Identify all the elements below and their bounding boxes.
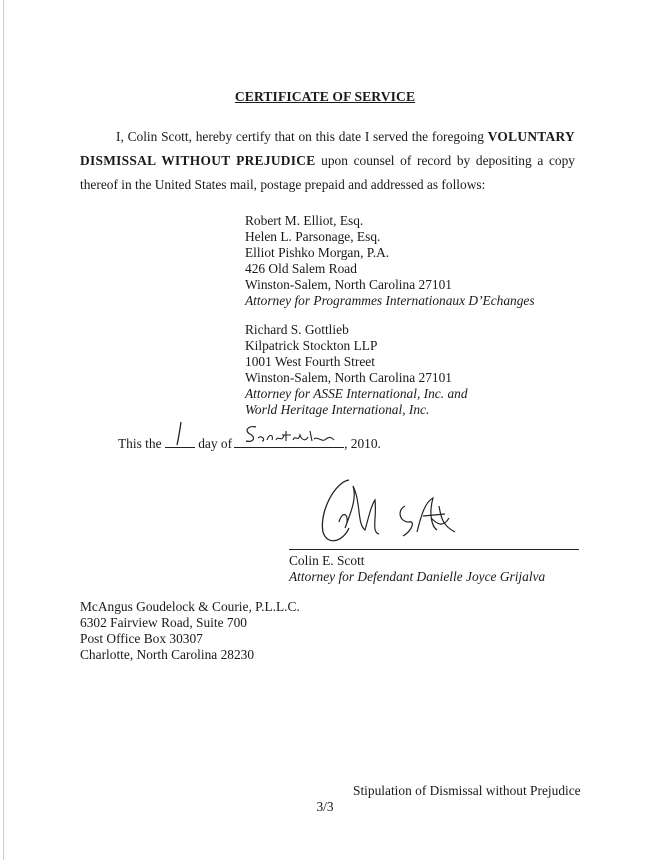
handwritten-month [234,421,344,447]
page-number: 3/3 [316,799,334,814]
recipient-address-2 [245,322,468,418]
address-line: 1001 West Fourth Street [245,354,375,369]
recipient-role: Attorney for ASSE International, Inc. and [245,386,468,401]
address-line: Richard S. Gottlieb [245,322,349,337]
date-suffix: , 2010. [344,436,381,451]
certification-rest: upon counsel of record by depositing a copy thereof in the United States mail, postage prepaid and addressed as follows: [80,153,576,192]
firm-line: 6302 Fairview Road, Suite 700 [80,615,247,630]
certification-paragraph [80,125,575,197]
address-line: Elliot Pishko Morgan, P.A. [245,245,390,260]
address-line: Winston-Salem, North Carolina 27101 [245,277,452,292]
date-line [118,433,381,452]
page-edge [3,0,4,860]
month-blank [234,433,344,448]
date-middle: day of [198,436,233,451]
address-line: Robert M. Elliot, Esq. [245,213,364,228]
firm-line: Charlotte, North Carolina 28230 [80,647,255,662]
handwritten-day [165,421,195,447]
certification-intro: I, Colin Scott, hereby certify that on this date I served the foregoing [116,129,484,144]
day-blank [165,433,195,448]
firm-line: Post Office Box 30307 [80,631,203,646]
document-footer: Stipulation of Dismissal without Prejudice [353,783,581,798]
signature-block [289,553,545,585]
signer-name: Colin E. Scott [289,553,365,568]
date-prefix: This the [118,436,162,451]
signature-line [289,549,579,550]
document-name: VOLUNTARY DISMISSAL WITHOUT PREJUDICE [80,129,575,168]
address-line: Winston-Salem, North Carolina 27101 [245,370,452,385]
signature-image [305,472,465,552]
address-line: Kilpatrick Stockton LLP [245,338,378,353]
recipient-role: World Heritage International, Inc. [245,402,430,417]
firm-line: McAngus Goudelock & Courie, P.L.L.C. [80,599,300,614]
firm-address [80,599,300,663]
address-line: Helen L. Parsonage, Esq. [245,229,381,244]
recipient-address-1 [245,213,535,309]
recipient-role: Attorney for Programmes Internationaux D’Echanges [245,293,535,308]
address-line: 426 Old Salem Road [245,261,357,276]
certificate-title: CERTIFICATE OF SERVICE [234,89,416,104]
signer-role: Attorney for Defendant Danielle Joyce Grijalva [289,569,546,584]
